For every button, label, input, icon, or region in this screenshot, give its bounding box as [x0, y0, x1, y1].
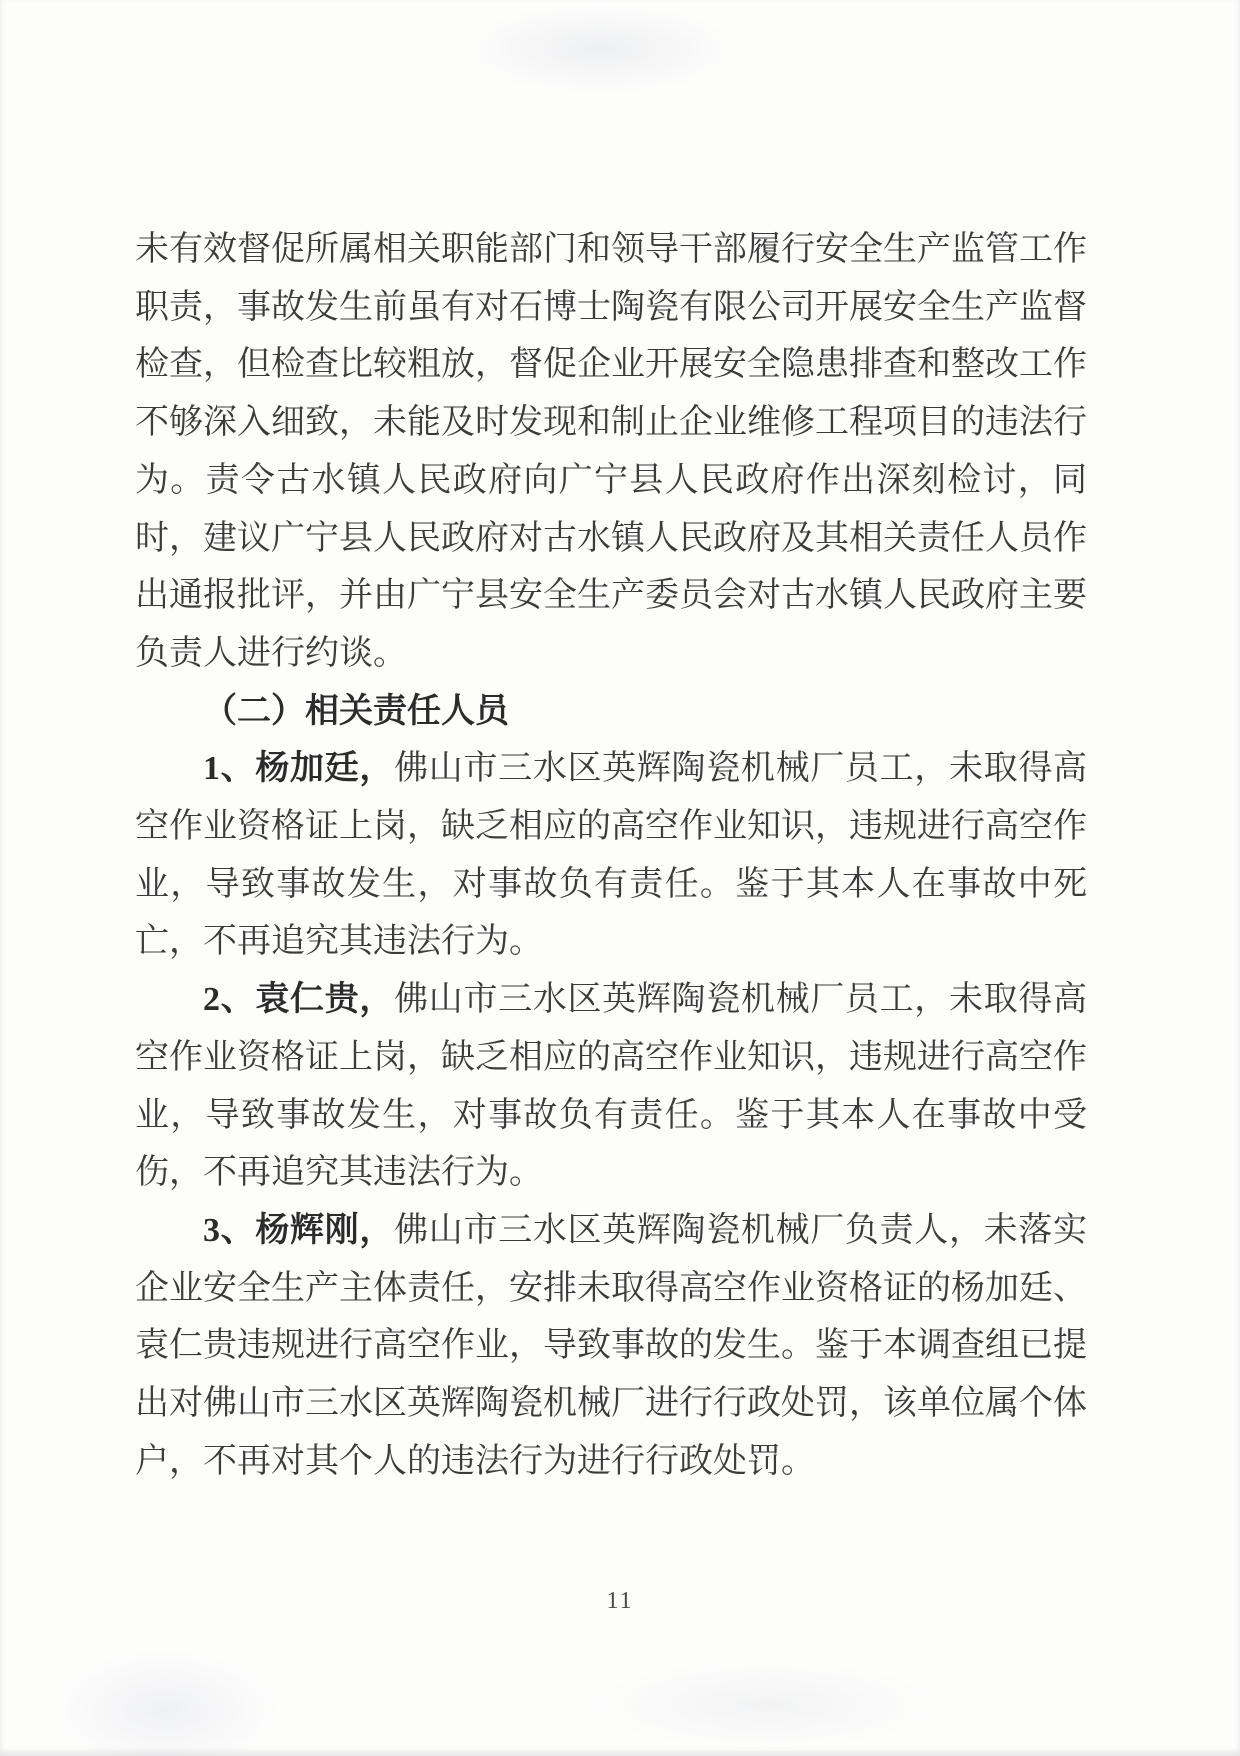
responsible-person-1-name: 1、杨加廷，	[203, 750, 395, 788]
scan-artifact	[590, 1660, 940, 1750]
responsible-person-3-text: 佛山市三水区英辉陶瓷机械厂负责人，未落实企业安全生产主体责任，安排未取得高空作业资格证的杨加廷、袁仁贵违规进行高空作业，导致事故的发生。鉴于本调查组已提出对佛山市三水区英辉陶瓷机械厂进行行政处罚，该单位属个体户，不再对其个人的违法行为进行行政处罚。	[135, 1211, 1088, 1480]
section-heading: （二）相关责任人员	[203, 692, 509, 730]
paragraph-continuation: 未有效督促所属相关职能部门和领导干部履行安全生产监管工作职责，事故发生前虽有对石博士陶瓷有限公司开展安全生产监督检查，但检查比较粗放，督促企业开展安全隐患排查和整改工作不够深入细致，未能及时发现和制止企业维修工程项目的违法行为。责令古水镇人民政府向广宁县人民政府作出深刻检讨，同时，建议广宁县人民政府对古水镇人民政府及其相关责任人员作出通报批评，并由广宁县安全生产委员会对古水镇人民政府主要负责人进行约谈。	[135, 231, 1087, 672]
document-body	[135, 221, 1087, 1490]
page-number: 11	[606, 1588, 634, 1614]
scan-artifact	[50, 1650, 280, 1756]
numbered-paragraph-3	[135, 1202, 1087, 1491]
numbered-paragraph-1	[135, 740, 1087, 971]
responsible-person-3-name: 3、杨辉刚，	[203, 1211, 395, 1249]
responsible-person-2-text: 佛山市三水区英辉陶瓷机械厂员工，未取得高空作业资格证上岗，缺乏相应的高空作业知识，违规进行高空作业，导致事故发生，对事故负有责任。鉴于其本人在事故中受伤，不再追究其违法行为。	[135, 981, 1088, 1192]
responsible-person-2-name: 2、袁仁贵，	[203, 981, 395, 1019]
responsible-person-1-text: 佛山市三水区英辉陶瓷机械厂员工，未取得高空作业资格证上岗，缺乏相应的高空作业知识，违规进行高空作业，导致事故发生，对事故负有责任。鉴于其本人在事故中死亡，不再追究其违法行为。	[135, 750, 1088, 961]
scan-artifact	[460, 4, 740, 94]
numbered-paragraph-2	[135, 971, 1087, 1202]
